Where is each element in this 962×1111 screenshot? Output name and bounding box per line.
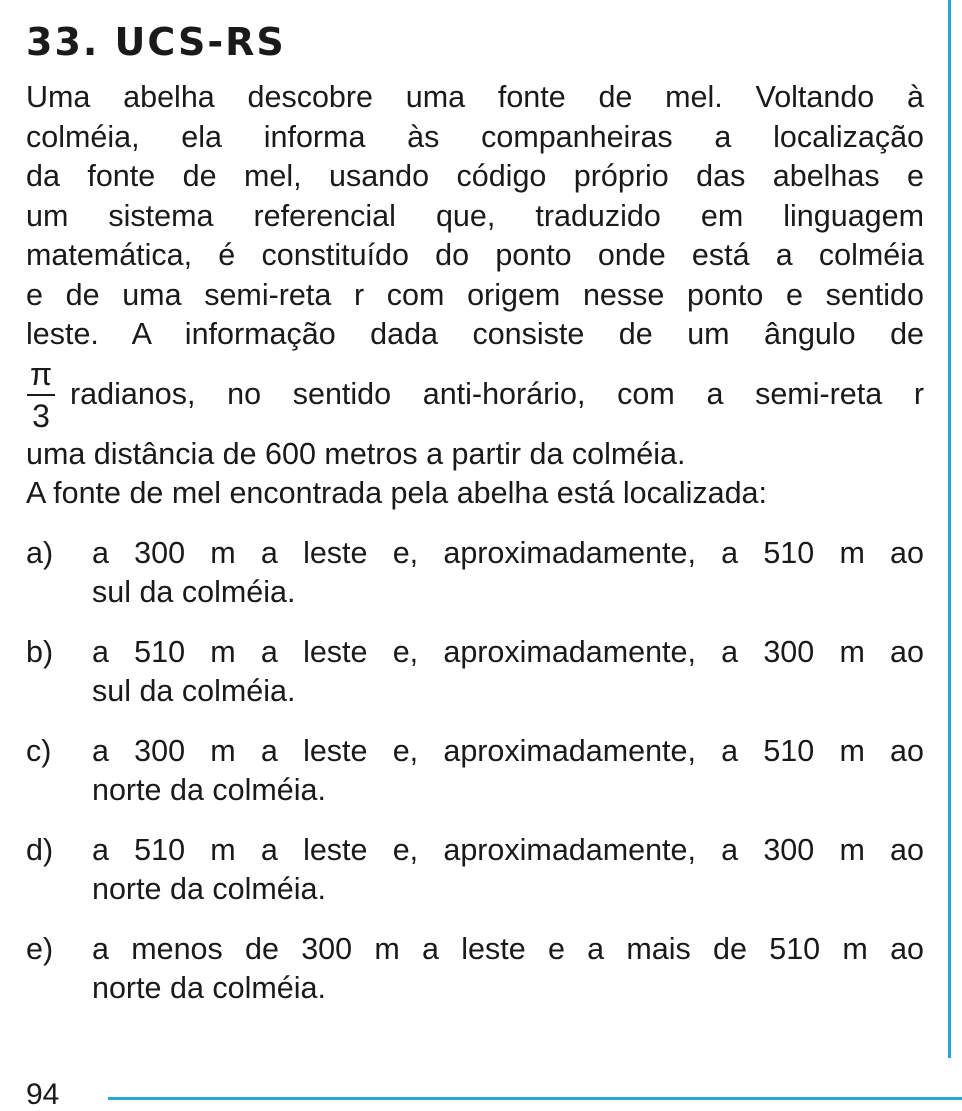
answer-option-a[interactable] <box>26 534 924 613</box>
option-letter: b) <box>26 634 54 669</box>
statement-line: matemática, é constituído do ponto onde está a colméia <box>26 238 924 272</box>
question-prompt: A fonte de mel encontrada pela abelha está localizada: <box>26 476 767 510</box>
statement-line: da fonte de mel, usando código próprio das abelhas e <box>26 159 924 193</box>
option-letter: e) <box>26 931 54 966</box>
answer-option-b[interactable] <box>26 633 924 712</box>
option-letter: d) <box>26 832 54 867</box>
option-text-line: a menos de 300 m a leste e a mais de 510 m ao <box>92 931 924 966</box>
statement-line: colméia, ela informa às companheiras a localização <box>26 119 924 154</box>
fraction-line <box>26 355 924 435</box>
option-text-line: norte da colméia. <box>92 773 326 807</box>
option-text-line: sul da colméia. <box>92 575 296 609</box>
angle-fraction <box>26 356 56 434</box>
option-letter: c) <box>26 733 52 768</box>
fraction-numerator: π <box>29 355 53 392</box>
option-text-line: a 300 m a leste e, aproximadamente, a 510 m ao <box>92 535 924 570</box>
option-text-line: norte da colméia. <box>92 971 326 1005</box>
answer-option-d[interactable] <box>26 831 924 910</box>
statement-line: Uma abelha descobre uma fonte de mel. Voltando à <box>26 80 924 114</box>
option-letter: a) <box>26 535 54 570</box>
question-title: 33. UCS-RS <box>26 20 286 64</box>
page-number: 94 <box>26 1078 60 1111</box>
answer-option-e[interactable] <box>26 930 924 1009</box>
option-text-line: a 510 m a leste e, aproximadamente, a 300 m ao <box>92 832 924 867</box>
footer-rule <box>108 1097 962 1100</box>
option-text-line: sul da colméia. <box>92 674 296 708</box>
statement-line: um sistema referencial que, traduzido em linguagem <box>26 198 924 233</box>
fraction-denominator: 3 <box>32 397 50 434</box>
fraction-bar <box>27 394 55 396</box>
question-statement <box>26 78 924 514</box>
option-text-line: a 300 m a leste e, aproximadamente, a 510 m ao <box>92 733 924 768</box>
statement-line: leste. A informação dada consiste de um ângulo de <box>26 317 924 351</box>
statement-line: uma distância de 600 metros a partir da colméia. <box>26 436 686 471</box>
answer-options <box>26 534 924 1009</box>
option-text-line: norte da colméia. <box>92 872 326 906</box>
question-content <box>26 78 924 1009</box>
answer-option-c[interactable] <box>26 732 924 811</box>
statement-line: radianos, no sentido anti-horário, com a semi-reta r <box>70 376 924 411</box>
statement-line: e de uma semi-reta r com origem nesse ponto e sentido <box>26 277 924 312</box>
right-margin-rule <box>948 0 951 1058</box>
option-text-line: a 510 m a leste e, aproximadamente, a 300 m ao <box>92 634 924 669</box>
